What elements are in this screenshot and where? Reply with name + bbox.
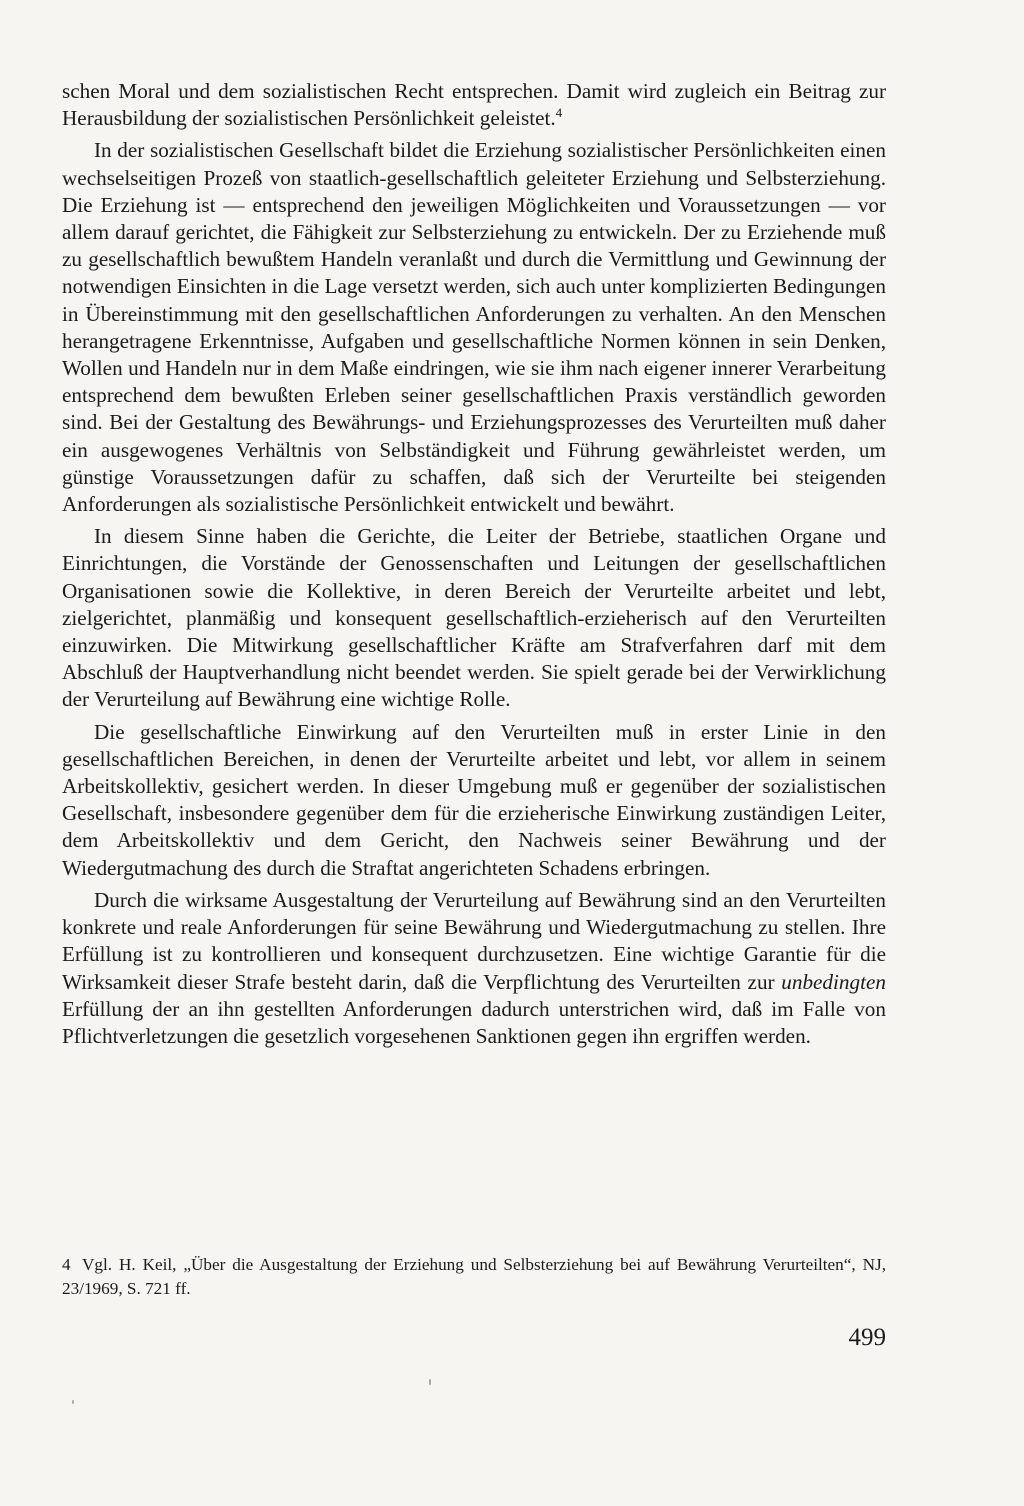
footnote-text: Vgl. H. Keil, „Über die Ausgestaltung der Erziehung und Selbsterziehung bei auf Bewährung Verurteilten“, NJ, 23/1969, S. 721 ff. <box>62 1255 886 1298</box>
footnote-number: 4 <box>62 1255 71 1274</box>
paragraph-1 <box>62 78 886 132</box>
paragraph-5 <box>62 887 886 1050</box>
paragraph-5-text-start: Durch die wirksame Ausgestaltung der Verurteilung auf Bewährung sind an den Verurteilten konkrete und reale Anforderungen für seine Bewährung und Wiedergutmachung zu stellen. Ihre Erfüllung ist zu kontrollieren und konsequent durchzusetzen. Eine wichtige Garantie für die Wirksamkeit dieser Strafe besteht darin, daß die Verpflichtung des Verurteilten zur <box>62 887 886 994</box>
paragraph-5-emphasis: unbedingten <box>781 969 886 994</box>
footnote-reference: 4 <box>555 105 563 121</box>
scan-speck <box>429 1379 431 1385</box>
paragraph-3: In diesem Sinne haben die Gerichte, die Leiter der Betriebe, staatlichen Organe und Einrichtungen, die Vorstände der Genossenschaften und Leitungen der gesellschaftlichen Organisationen sowie die Kollektive, in deren Bereich der Verurteilte arbeitet und lebt, zielgerichtet, planmäßig und konsequent gesellschaftlich-erzieherisch auf den Verurteilten einzuwirken. Die Mitwirkung gesellschaftlicher Kräfte am Strafverfahren darf mit dem Abschluß der Hauptverhandlung nicht beendet werden. Sie spielt gerade bei der Verwirklichung der Verurteilung auf Bewährung eine wichtige Rolle. <box>62 524 886 712</box>
paragraph-4: Die gesellschaftliche Einwirkung auf den Verurteilten muß in erster Linie in den gesellschaftlichen Bereichen, in denen der Verurteilte arbeitet und lebt, vor allem in seinem Arbeitskollektiv, gesichert werden. In dieser Umgebung muß er gegenüber der sozialistischen Gesellschaft, insbesondere gegenüber dem für die erzieherische Einwirkung zuständigen Leiter, dem Arbeitskollektiv und dem Gericht, den Nachweis seiner Bewährung und der Wiedergutmachung des durch die Straftat angerichteten Schadens erbringen. <box>62 719 886 880</box>
paragraph-1-text: schen Moral und dem sozialistischen Recht entsprechen. Damit wird zugleich ein Beitrag zur Herausbildung der sozialistischen Persönlichkeit geleistet. <box>62 79 886 131</box>
page-number: 499 <box>848 1324 886 1351</box>
body-text <box>62 78 886 1050</box>
paragraph-2: In der sozialistischen Gesellschaft bildet die Erziehung sozialistischer Persönlichkeiten einen wechselseitigen Prozeß von staatlich-gesellschaftlich geleiteter Erziehung und Selbsterziehung. Die Erziehung ist — entsprechend den jeweiligen Möglichkeiten und Voraussetzungen — vor allem darauf gerichtet, die Fähigkeit zur Selbsterziehung zu entwickeln. Der zu Erziehende muß zu gesellschaftlich bewußtem Handeln veranlaßt und durch die Vermittlung und Gewinnung der notwendigen Einsichten in die Lage versetzt werden, sich auch unter komplizierten Bedingungen in Übereinstimmung mit den gesellschaftlichen Anforderungen zu verhalten. An den Menschen herangetragene Erkenntnisse, Aufgaben und gesellschaftliche Normen können in sein Denken, Wollen und Handeln nur in dem Maße eindringen, wie sie ihm nach eigener innerer Verarbeitung entsprechend dem bewußten Erleben seiner gesellschaftlichen Praxis verständlich geworden sind. Bei der Gestaltung des Bewährungs- und Erziehungsprozesses des Verurteilten muß daher ein ausgewogenes Verhältnis von Selbständigkeit und Führung gewährleistet werden, um günstige Voraussetzungen dafür zu schaffen, daß sich der Verurteilte bei steigenden Anforderungen als sozialistische Persönlichkeit entwickelt und bewährt. <box>62 138 886 517</box>
footnote <box>62 1253 886 1301</box>
scan-speck <box>72 1400 74 1404</box>
paragraph-5-text-end: Erfüllung der an ihn gestellten Anforderungen dadurch unterstrichen wird, daß im Falle von Pflichtverletzungen die gesetzlich vorgesehenen Sanktionen gegen ihn ergriffen werden. <box>62 996 886 1048</box>
